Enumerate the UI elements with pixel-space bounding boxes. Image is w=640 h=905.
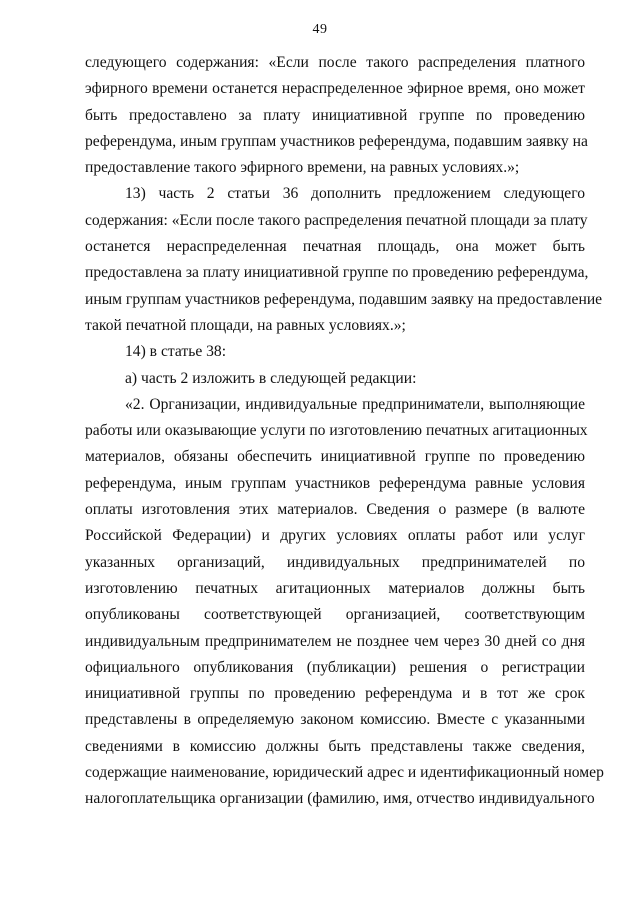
- document-body: [85, 50, 604, 813]
- text-line: референдума, иным группам участников референдума, подавшим заявку на: [85, 132, 588, 150]
- text-line: представлены в определяемую законом комиссию. Вместе с указанными: [85, 711, 585, 729]
- text-line: 14) в статье 38:: [125, 343, 227, 361]
- text-line: сведениями в комиссию должны быть представлены также сведения,: [85, 737, 585, 755]
- text-line: эфирного времени останется нераспределенное эфирное время, оно может: [85, 80, 585, 98]
- text-line: указанных организаций, индивидуальных предпринимателей по: [85, 553, 585, 571]
- text-line: предоставлена за плату инициативной группе по проведению референдума,: [85, 264, 589, 282]
- text-line: материалов, обязаны обеспечить инициативной группе по проведению: [85, 448, 585, 466]
- text-line: останется нераспределенная печатная площадь, она может быть: [85, 238, 585, 256]
- text-line: инициативной группы по проведению референдума и в тот же срок: [85, 685, 585, 703]
- text-line: следующего содержания: «Если после такого распределения платного: [85, 54, 585, 71]
- text-line: такой печатной площади, на равных условиях.»;: [85, 316, 406, 334]
- text-line: официального опубликования (публикации) решения о регистрации: [85, 658, 585, 676]
- text-line: содержащие наименование, юридический адрес и идентификационный номер: [85, 764, 604, 782]
- text-line: содержания: «Если после такого распределения печатной площади за плату: [85, 211, 588, 229]
- text-line: 13) часть 2 статьи 36 дополнить предложением следующего: [125, 185, 585, 203]
- text-line: а) часть 2 изложить в следующей редакции:: [125, 369, 417, 387]
- text-line: индивидуальным предпринимателем не позднее чем через 30 дней со дня: [85, 632, 585, 650]
- text-line: изготовлению печатных агитационных материалов должны быть: [85, 579, 585, 597]
- text-line: работы или оказывающие услуги по изготовлению печатных агитационных: [85, 422, 588, 440]
- text-line: опубликованы соответствующей организацией, соответствующим: [85, 606, 585, 624]
- page-number: 49: [312, 22, 328, 37]
- text-line: оплаты изготовления этих материалов. Сведения о размере (в валюте: [85, 501, 585, 519]
- text-line: «2. Организации, индивидуальные предприниматели, выполняющие: [125, 395, 585, 413]
- text-line: быть предоставлено за плату инициативной группе по проведению: [85, 106, 585, 124]
- text-line: Российской Федерации) и других условиях оплаты работ или услуг: [85, 527, 585, 545]
- text-line: референдума, иным группам участников референдума равные условия: [85, 474, 585, 492]
- text-line: налогоплательщика организации (фамилию, имя, отчество индивидуального: [85, 790, 595, 808]
- text-line: предоставление такого эфирного времени, на равных условиях.»;: [85, 159, 520, 177]
- text-line: иным группам участников референдума, подавшим заявку на предоставление: [85, 290, 603, 308]
